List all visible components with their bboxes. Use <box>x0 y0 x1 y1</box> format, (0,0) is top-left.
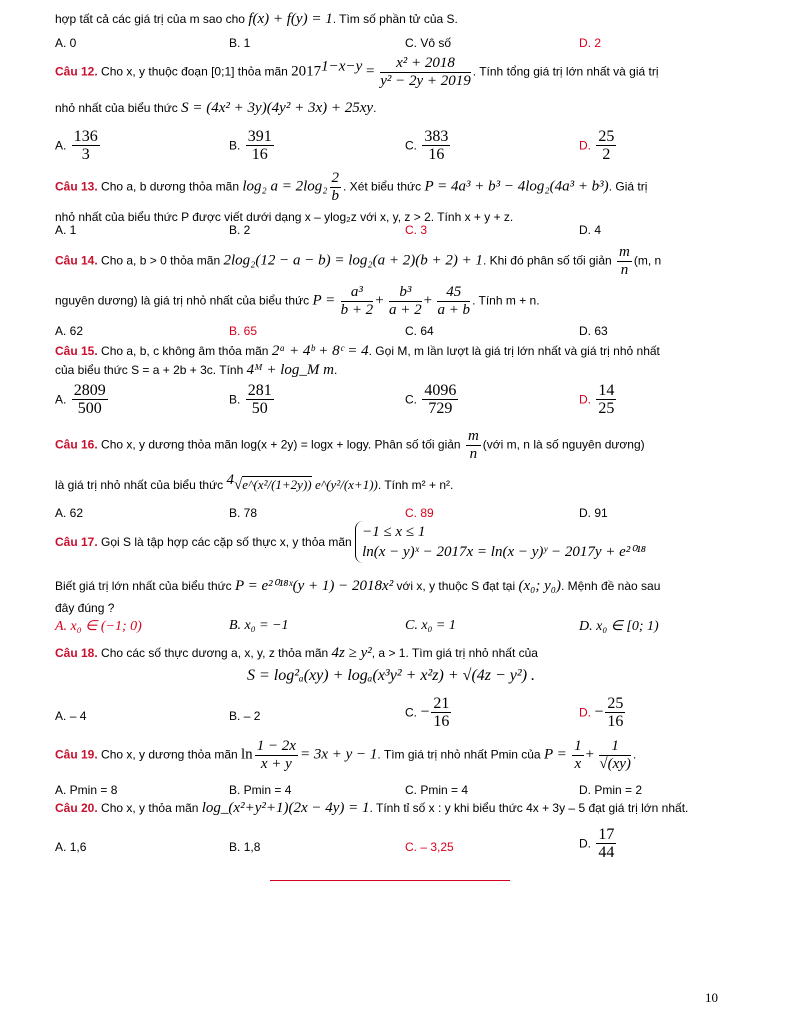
q18-option-b[interactable]: B. – 2 <box>229 709 261 723</box>
q19-option-d[interactable]: D. Pmin = 2 <box>579 783 643 797</box>
q17-option-d[interactable]: D. x₀ ∈ [0; 1) <box>579 619 659 634</box>
q16-option-a[interactable]: A. 62 <box>55 506 84 520</box>
q20-option-b[interactable]: B. 1,8 <box>229 840 261 854</box>
q11-option-c[interactable]: C. Vô số <box>405 36 452 50</box>
question-14: Câu 14. Cho a, b > 0 thỏa mãn 2log₂(12 − a − b) = log₂(a + 2)(b + 2) + 1. Khi đó phân số tối giản $\frac{m}{n}$ (m, n <box>55 244 662 278</box>
q20-option-a[interactable]: A. 1,6 <box>55 840 87 854</box>
question-12-line2: nhỏ nhất của biểu thức S = (4x² + 3y)(4y² + 3x) + 25xy. <box>55 100 377 116</box>
q14-option-b[interactable]: B. 65 <box>229 324 258 338</box>
question-15: Câu 15. Cho a, b, c không âm thỏa mãn 2ᵃ + 4ᵇ + 8ᶜ = 4. Gọi M, m lần lượt là giá trị lớn nhất và giá trị nhỏ nhất <box>55 343 660 359</box>
question-17: Câu 17. Gọi S là tập hợp các cặp số thực x, y thỏa mãn −1 ≤ x ≤ 1 ln(x − y)ˣ − 2017x = ln(x − y)ʸ − 2017y + e²⁰¹⁸ <box>55 521 727 563</box>
question-17-line2: Biết giá trị lớn nhất của biểu thức P = e²⁰¹⁸ˣ(y + 1) − 2018x² với x, y thuộc S đạt tại (x₀; y₀). Mệnh đề nào sau <box>55 578 661 594</box>
q12-option-d[interactable]: D. $\frac{25}{2}$ <box>579 128 615 163</box>
q12-option-c[interactable]: C. $\frac{383}{16}$ <box>405 128 449 163</box>
q14-option-a[interactable]: A. 62 <box>55 324 84 338</box>
q11-option-b[interactable]: B. 1 <box>229 36 251 50</box>
question-15-line2: của biểu thức S = a + 2b + 3c. Tính 4ᴹ + log_M m. <box>55 362 338 378</box>
q19-option-c[interactable]: C. Pmin = 4 <box>405 783 469 797</box>
q12-option-b[interactable]: B. $\frac{391}{16}$ <box>229 128 272 163</box>
q15-option-b[interactable]: B. $\frac{281}{50}$ <box>229 382 272 417</box>
q14-option-d[interactable]: D. 63 <box>579 324 608 338</box>
question-17-line3: đây đúng ? <box>55 601 115 615</box>
q17-options <box>55 618 735 638</box>
q11-tail: hợp tất cả các giá trị của m sao cho f(x) + f(y) = 1. Tìm số phần tử của S. <box>55 11 458 27</box>
question-16: Câu 16. Cho x, y dương thỏa mãn log(x + 2y) = logx + logy. Phân số tối giản $\frac{m}{n}$ (với m, n là số nguyên dương) <box>55 428 645 462</box>
q15-option-c[interactable]: C. $\frac{4096}{729}$ <box>405 382 457 417</box>
q13-option-a[interactable]: A. 1 <box>55 223 77 237</box>
q12-option-a[interactable]: A. $\frac{136}{3}$ <box>55 128 98 163</box>
q15-option-d[interactable]: D. $\frac{14}{25}$ <box>579 382 615 417</box>
page-number: 10 <box>705 990 718 1005</box>
q19-option-a[interactable]: A. Pmin = 8 <box>55 783 118 797</box>
question-14-line2: nguyên dương) là giá trị nhỏ nhất của biểu thức P = $\frac{\text{a³}}{b + 2}$ + $\frac{\text{b³}}{a + 2}$ + $\frac{45}{a + b}$ . Tính m + n. <box>55 284 540 318</box>
section-divider <box>270 880 510 881</box>
q18-options <box>55 695 735 739</box>
q20-option-d[interactable]: D. $\frac{17}{44}$ <box>579 826 615 861</box>
q17-option-c[interactable]: C. x₀ = 1 <box>405 618 456 633</box>
q17-option-a[interactable]: A. x₀ ∈ (−1; 0) <box>55 619 142 634</box>
q13-option-b[interactable]: B. 2 <box>229 223 251 237</box>
q19-option-b[interactable]: B. Pmin = 4 <box>229 783 292 797</box>
question-13-line2: nhỏ nhất của biểu thức P được viết dưới dạng x – ylog₂z với x, y, z > 2. Tính x + y + z. <box>55 210 514 224</box>
q14-options <box>55 324 735 344</box>
q18-option-d[interactable]: D. − $\frac{25}{16}$ <box>579 695 624 730</box>
question-16-line2: là giá trị nhỏ nhất của biểu thức $^4$√e^(x²/(1+2y)) e^(y²/(x+1)). Tính m² + n². <box>55 472 454 493</box>
question-19: Câu 19. Cho x, y dương thỏa mãn ln $\frac{1 - 2x}{x + y}$ = 3x + y − 1. Tìm giá trị nhỏ nhất Pmin của P = $\frac{1}{x}$ + $\frac{1}{√(xy)}$ . <box>55 738 637 772</box>
q16-option-d[interactable]: D. 91 <box>579 506 608 520</box>
q13-options <box>55 223 735 243</box>
question-18-expression: S = log²ₐ(xy) + logₐ(x³y² + x²z) + √(4z − y²) . <box>246 667 536 684</box>
question-12: Câu 12. Cho x, y thuộc đoạn [0;1] thỏa mãn $2017^{1-x-y}$ = $\frac{\text{x² + 2018}}{\text{y² − 2y + 2019}}$ . Tính tổng giá trị lớn nhất và giá trị <box>55 55 659 89</box>
q15-options <box>55 382 735 424</box>
q13-option-c[interactable]: C. 3 <box>405 223 428 237</box>
q20-option-c[interactable]: C. – 3,25 <box>405 840 454 854</box>
q11-options <box>55 36 735 56</box>
q16-option-c[interactable]: C. 89 <box>405 506 434 520</box>
q14-option-c[interactable]: C. 64 <box>405 324 434 338</box>
q18-option-c[interactable]: C. − $\frac{21}{16}$ <box>405 695 450 730</box>
q13-option-d[interactable]: D. 4 <box>579 223 602 237</box>
q18-option-a[interactable]: A. – 4 <box>55 709 87 723</box>
q15-option-a[interactable]: A. $\frac{2809}{500}$ <box>55 382 106 417</box>
q16-option-b[interactable]: B. 78 <box>229 506 258 520</box>
question-13: Câu 13. Cho a, b dương thỏa mãn log₂ a = 2log₂ $\frac{2}{b}$ . Xét biểu thức P = 4a³ + b³ − 4log₂(4a³ + b³). Giá trị <box>55 170 648 204</box>
q20-options <box>55 826 735 870</box>
q11-option-d[interactable]: D. 2 <box>579 36 602 50</box>
question-18: Câu 18. Cho các số thực dương a, x, y, z thỏa mãn 4z ≥ y², a > 1. Tìm giá trị nhỏ nhất của <box>55 645 538 661</box>
q17-option-b[interactable]: B. x₀ = −1 <box>229 618 289 633</box>
q11-option-a[interactable]: A. 0 <box>55 36 77 50</box>
question-20: Câu 20. Cho x, y thỏa mãn log_(x²+y²+1)(2x − 4y) = 1. Tính tỉ số x : y khi biểu thức 4x + 3y – 5 đạt giá trị lớn nhất. <box>55 800 689 816</box>
q12-options <box>55 128 735 168</box>
q17-system: −1 ≤ x ≤ 1 ln(x − y)ˣ − 2017x = ln(x − y)ʸ − 2017y + e²⁰¹⁸ <box>355 521 646 563</box>
